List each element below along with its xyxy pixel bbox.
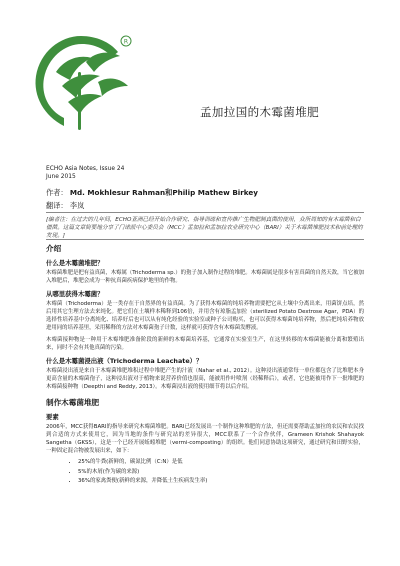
svg-text:R: R bbox=[123, 38, 129, 46]
translator-line bbox=[46, 201, 84, 211]
echo-logo bbox=[28, 32, 134, 134]
intro-heading: 介绍 bbox=[46, 244, 62, 253]
publication-info bbox=[46, 165, 124, 181]
ingredient-item: • 25%的牛粪(新鲜的，碳氮比例（C:N）是低 bbox=[78, 458, 364, 467]
translator-label: 翻译： bbox=[46, 201, 68, 210]
editor-note: [编者注：在过去的几年间，ECHO亚洲已经开始合作研究、指导训练和宣传推广生物肥制真菌的使用，众所周知的有木霉菌和白僵菌。这篇文章简要地分享了门诺派中心委员会（MCC）孟加拉和孟加拉农业研究中心（BARI）关于木霉菌堆肥技术和前处理的发现。] bbox=[46, 217, 363, 240]
article-body bbox=[46, 243, 364, 486]
authors-label: 作者： bbox=[46, 188, 68, 197]
leachate-paragraph: 木霉菌浸出液是来自于木霉菌堆肥堆积过程中堆肥产生的汁液（Nahar et al., 2012）。这种浸出液通常每一单位都包含了比堆肥本身更高含量的木霉菌孢子，这种浸出液对于植物来说营养价值也很高，能被用作叶喷剂（经稀释后），或者，它也能被用作下一批堆肥的木霉菌接种物（Deepthi and Reddy, 2013）。木霉菌浸出液的使用细节将以后介绍。 bbox=[46, 367, 364, 390]
ingredient-item: • 36%的家禽粪便(新鲜的来源，并降低土生疾病发生率) bbox=[78, 477, 364, 486]
authors-names: Md. Mokhlesur Rahman和Philip Mathew Birkey bbox=[69, 188, 258, 197]
ingredient-item: • 5%的木屑(作为碳的来源) bbox=[78, 468, 364, 477]
divider-top bbox=[46, 212, 364, 213]
source-paragraph-2: 木霉菌接种物是一种用于木霉堆肥准备阶段的新鲜的木霉菌培养基，它通常在实验室生产，在这里转移的木霉菌能被分离和繁殖出来，同时不会有其他真菌的污染。 bbox=[46, 336, 364, 351]
materials-paragraph: 2006年，MCC获得BARI的指导来研究木霉菌堆肥。BARI已经发展出一个制作这种堆肥的方法，但还需要帮助孟加拉的农民和农民找到合适的方式来使用它，因为当地的条件与研究站的差异很大，MCC联系了一个合作伙伴，Grameen Krishok Shahayok Sangetha（GKSS），这是一个已经开展蚯蚓堆肥（vermi-composting）的组织。他们同意协助这项研究，通过研究和田野实验，一种固定混合物被发展出来，如下： bbox=[46, 424, 364, 455]
publication-name: ECHO Asia Notes, Issue 24 bbox=[46, 166, 125, 172]
ingredients-list bbox=[46, 458, 364, 486]
divider-bottom bbox=[46, 239, 364, 240]
authors-line bbox=[46, 188, 258, 198]
source-heading: 从哪里获得木霉菌？ bbox=[46, 290, 104, 299]
what-is-heading: 什么是木霉菌堆肥？ bbox=[46, 259, 104, 267]
making-heading: 制作木霉菌堆肥 bbox=[46, 398, 100, 408]
leachate-heading: 什么是木霉菌浸出液（Trichoderma Leachate）？ bbox=[46, 356, 203, 365]
source-paragraph: 木霉菌（Trichoderma）是一类存在于自然界的有益真菌。为了获得木霉菌的纯培养物需要把它从土壤中分离出来，用菌饼点培，然后用其它生理方法去来纯化。把它们在土壤样本稀释到106倍，并用含有琼脂孟加拉（sterilized Potato Dextrose Agar，PDA）的选择性培养基中分离纯化、培养好后也可以从有纯化经验的实验室或种子公司购买，也可以获得木霉菌纯培养物，然后把纯培养物放进用同的培养基里，采用稀释的方法对木霉菌孢子计数，这样就可获得含有木霉菌发酵液。 bbox=[46, 301, 364, 332]
publication-date: June 2015 bbox=[46, 174, 76, 181]
document-title: 孟加拉国的木霉菌堆肥 bbox=[200, 105, 319, 119]
translator-name: 李岚 bbox=[69, 201, 85, 210]
what-is-paragraph: 木霉菌堆肥是把有益真菌，木霉属（Trichoderma sp.）的孢子加入制作过程的堆肥。木霉菌属是很多有害真菌的自然天敌，当它被加入堆肥后，堆肥会成为一种抗真菌疾病保护地里的作物。 bbox=[46, 270, 364, 285]
materials-heading: 要素 bbox=[46, 413, 59, 422]
